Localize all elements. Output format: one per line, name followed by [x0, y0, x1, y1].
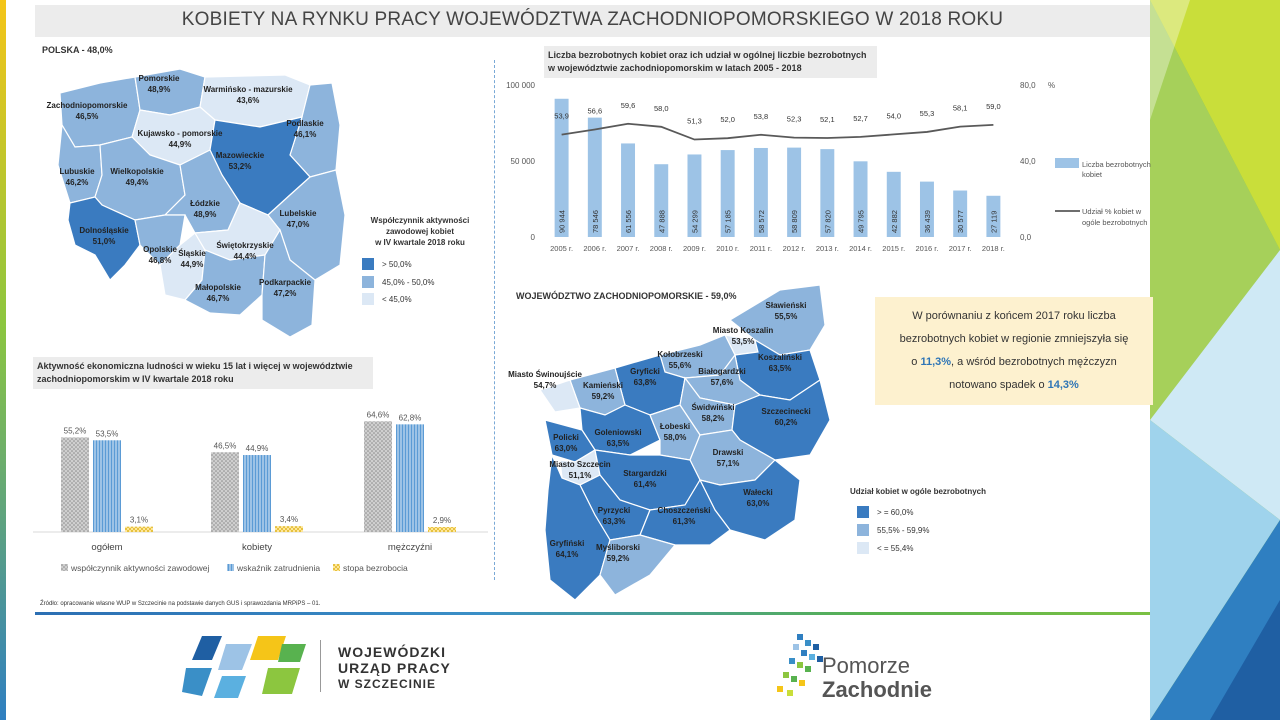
zp-legend-item — [857, 506, 913, 518]
activity-bar — [61, 437, 89, 532]
map-region-name: Zachodniopomorskie — [46, 101, 128, 110]
map-region-value: 44,9% — [180, 260, 204, 269]
map-region-value: 64,1% — [555, 550, 579, 559]
callout-highlight: 11,3% — [920, 356, 952, 368]
map-region-label — [190, 198, 220, 220]
unemployment-bar-label: 58 809 — [790, 210, 800, 233]
legend-label: ogóle bezrobotnych — [1082, 218, 1148, 227]
unemployment-bar-label: 54 299 — [690, 210, 700, 233]
activity-category-label: mężczyźni — [387, 542, 433, 553]
map-region-name: Wielkopolskie — [110, 167, 164, 176]
callout-line — [875, 374, 1153, 397]
x-axis-tick: 2017 r. — [948, 244, 972, 253]
map-region-name: Podkarpackie — [258, 278, 312, 287]
map-region-value: 60,2% — [774, 418, 798, 427]
activity-bar — [125, 527, 153, 532]
activity-chart — [33, 392, 493, 582]
map-region-name: Miasto Świnoujście — [508, 370, 582, 379]
wup-logo-line: WOJEWÓDZKI — [338, 644, 446, 660]
share-line-label: 51,3 — [687, 116, 702, 126]
activity-bar-label: 53,5% — [95, 429, 119, 439]
map-region-value: 51,1% — [568, 471, 592, 480]
map-region-value: 49,4% — [125, 178, 149, 187]
poland-legend-item — [362, 293, 412, 305]
map-region-name: Mazowieckie — [215, 151, 265, 160]
map-region-name: Pyrzycki — [597, 506, 631, 515]
share-line-label: 54,0 — [886, 111, 902, 121]
map-region-name: Kołobrzeski — [657, 350, 703, 359]
legend-swatch-dark — [857, 506, 869, 518]
x-axis-tick: 2008 r. — [649, 244, 673, 253]
map-region-label — [691, 402, 734, 424]
map-region-label — [658, 505, 711, 527]
poland-map-heading: POLSKA - 48,0% — [42, 45, 113, 55]
map-region-label — [550, 538, 585, 560]
legend-label: Udział % kobiet w — [1082, 207, 1142, 216]
x-axis-tick: 2006 r. — [583, 244, 607, 253]
map-region-label — [698, 366, 746, 388]
map-region-value: 47,0% — [286, 220, 310, 229]
map-region-name: Śląskie — [178, 249, 206, 258]
share-line-label: 53,9 — [554, 111, 569, 121]
x-axis-tick: 2015 r. — [882, 244, 906, 253]
unemployment-bar-label: 27 119 — [989, 210, 999, 233]
map-region-label — [713, 325, 773, 347]
map-region-label — [138, 128, 223, 150]
x-axis-tick: 2011 r. — [749, 244, 773, 253]
legend-label: < 45,0% — [382, 294, 412, 304]
map-region-value: 53,5% — [731, 337, 755, 346]
map-region-value: 51,0% — [92, 237, 116, 246]
map-region-label — [553, 432, 579, 454]
wup-logo-separator — [320, 640, 321, 692]
map-region-label — [79, 225, 128, 247]
callout-line: bezrobotnych kobiet w regionie zmniejszyła się — [899, 333, 1129, 345]
share-line-label: 58,0 — [653, 103, 669, 113]
unemployment-bar-label: 90 944 — [557, 210, 567, 233]
activity-bar — [243, 455, 271, 532]
share-line-label: 52,7 — [853, 113, 868, 123]
x-axis-tick: 2005 r. — [550, 244, 574, 253]
map-region-name: Białogardzki — [698, 367, 746, 376]
legend-swatch-medium — [362, 276, 374, 288]
map-region-name: Kamieński — [582, 381, 624, 390]
activity-chart-title-text: Aktywność ekonomiczna ludności w wieku 15 lat i więcej w województwie zachodniopomorskim w IV kwartale 2018 roku — [37, 361, 353, 384]
map-region-label — [508, 369, 582, 391]
activity-bar-label: 3,4% — [279, 515, 299, 525]
share-line-label: 52,1 — [820, 115, 835, 125]
map-region-name: Gryfiński — [549, 539, 585, 548]
left-axis-tick: 100 000 — [506, 81, 535, 90]
map-region-name: Kujawsko - pomorskie — [137, 129, 223, 138]
unemployment-bar-label: 47 888 — [657, 210, 667, 233]
activity-bar-label: 46,5% — [213, 441, 237, 451]
map-region-name: Choszczeński — [657, 506, 711, 515]
right-axis-tick: 40,0 — [1020, 157, 1036, 166]
wup-logo-w: W — [338, 677, 351, 691]
map-region-value: 46,5% — [75, 112, 99, 121]
map-region-label — [59, 166, 94, 188]
map-region-label — [583, 380, 623, 402]
callout-highlight: 14,3% — [1047, 379, 1079, 391]
activity-bar-label: 55,2% — [63, 426, 87, 436]
map-region-value: 63,8% — [633, 378, 657, 387]
map-region-name: Drawski — [712, 448, 744, 457]
map-region-value: 48,9% — [147, 85, 171, 94]
map-region-name: Wałecki — [743, 488, 773, 497]
unemployment-bar-label: 57 820 — [823, 210, 833, 233]
activity-bar-label: 44,9% — [245, 444, 269, 454]
decorative-left-stripe — [0, 0, 6, 720]
map-region-label — [280, 208, 317, 230]
footer-divider — [35, 612, 1150, 615]
callout-text: , a wśród bezrobotnych mężczyzn — [951, 356, 1117, 368]
callout-text: notowano spadek o — [949, 379, 1048, 391]
activity-legend-label: wskaźnik zatrudnienia — [237, 563, 321, 573]
share-line-label: 53,8 — [753, 111, 769, 121]
map-region-name: Łódzkie — [190, 199, 220, 208]
share-line-label: 59,6 — [620, 100, 636, 110]
activity-legend-label: stopa bezrobocia — [343, 563, 408, 573]
map-region-name: Opolskie — [143, 245, 177, 254]
legend-swatch-bars — [1055, 158, 1079, 168]
unemployment-bar-label: 36 439 — [922, 210, 932, 233]
callout-line: W porównaniu z końcem 2017 roku liczba — [912, 310, 1116, 322]
activity-category-label: kobiety — [241, 542, 273, 553]
x-axis-tick: 2014 r. — [849, 244, 873, 253]
map-region-value: 46,8% — [148, 256, 172, 265]
map-region-label — [47, 100, 128, 122]
activity-bar — [396, 424, 424, 532]
x-axis-tick: 2013 r. — [815, 244, 839, 253]
legend-label: > = 60,0% — [877, 507, 914, 517]
map-region-label — [660, 421, 690, 443]
map-region-value: 63,5% — [606, 439, 630, 448]
map-region-label — [139, 73, 180, 95]
map-region-name: Lubuskie — [59, 167, 95, 176]
activity-legend-swatch — [333, 564, 340, 571]
map-region-value: 46,7% — [206, 294, 230, 303]
share-line-label: 59,0 — [986, 101, 1001, 111]
map-region-value: 44,4% — [233, 252, 257, 261]
map-region-name: Warmińsko - mazurskie — [203, 85, 293, 94]
pz-logo-line: Pomorze — [822, 653, 911, 678]
zp-legend-item — [857, 542, 913, 554]
legend-swatch-dark — [362, 258, 374, 270]
share-line-label: 52,3 — [786, 114, 802, 124]
map-region-value: 46,2% — [65, 178, 89, 187]
activity-bar — [364, 421, 392, 532]
x-axis-tick: 2007 r. — [616, 244, 640, 253]
source-note: Źródło: opracowanie własne WUP w Szczecinie na podstawie danych GUS i sprawozdania MRPiPS – 01. — [40, 601, 321, 607]
x-axis-tick: 2018 r. — [981, 244, 1005, 253]
map-region-value: 57,1% — [716, 459, 740, 468]
map-region-label — [178, 248, 206, 270]
poland-legend-title-line: w IV kwartale 2018 roku — [375, 238, 465, 247]
unemployment-chart-title-text: Liczba bezrobotnych kobiet oraz ich udział w ogólnej liczbie bezrobotnych w województwie zachodniopomorskim w latach 2005 - 2018 — [548, 50, 867, 73]
map-region-label — [259, 277, 311, 299]
activity-category-label: ogółem — [91, 542, 123, 553]
map-region-name: Świdwiński — [691, 403, 735, 412]
activity-bar-label: 62,8% — [398, 413, 422, 423]
map-region-label — [758, 352, 802, 374]
x-axis-tick: 2016 r. — [915, 244, 939, 253]
legend-label: 55,5% - 59,9% — [877, 525, 930, 535]
map-region-value: 46,1% — [293, 130, 317, 139]
legend-label: < = 55,4% — [877, 543, 914, 553]
vertical-divider — [494, 60, 495, 580]
unemployment-chart — [500, 75, 1170, 260]
activity-legend-label: współczynnik aktywności zawodowej — [71, 563, 210, 573]
activity-bar — [275, 526, 303, 532]
map-region-label — [143, 244, 177, 266]
map-region-value: 63,5% — [768, 364, 792, 373]
map-region-label — [216, 240, 273, 262]
map-region-label — [657, 349, 702, 371]
unemployment-bar-label: 42 882 — [889, 210, 899, 233]
x-axis-tick: 2009 r. — [682, 244, 706, 253]
callout-text: o — [911, 356, 921, 368]
x-axis-tick: 2012 r. — [782, 244, 806, 253]
map-region-value: 63,3% — [602, 517, 626, 526]
zp-map-heading: WOJEWÓDZTWO ZACHODNIOPOMORSKIE - 59,0% — [516, 291, 737, 301]
share-line-label: 56,6 — [587, 106, 603, 116]
map-region-value: 59,2% — [606, 554, 630, 563]
activity-legend-swatch — [61, 564, 68, 571]
share-line-label: 55,3 — [919, 108, 935, 118]
share-line — [562, 124, 994, 140]
map-region-value: 55,5% — [774, 312, 798, 321]
map-region-value: 55,6% — [668, 361, 692, 370]
map-region-value: 57,6% — [710, 378, 734, 387]
map-region-name: Świętokrzyskie — [216, 241, 274, 250]
legend-swatch-light — [362, 293, 374, 305]
map-region-value: 63,0% — [746, 499, 770, 508]
map-region-name: Miasto Koszalin — [712, 326, 774, 335]
map-region-label — [549, 459, 610, 481]
legend-swatch-medium — [857, 524, 869, 536]
legend-label: > 50,0% — [382, 259, 412, 269]
map-region-value: 63,0% — [554, 444, 578, 453]
legend-label: Liczba bezrobotnych — [1082, 160, 1151, 169]
right-axis-tick: 80,0 — [1020, 81, 1036, 90]
map-region-label — [761, 406, 810, 428]
map-region-label — [596, 542, 640, 564]
map-region-label — [598, 505, 630, 527]
poland-legend-item — [362, 276, 434, 288]
legend-swatch-light — [857, 542, 869, 554]
map-region-name: Sławieński — [765, 301, 807, 310]
x-axis-tick: 2010 r. — [716, 244, 740, 253]
map-region-label — [203, 84, 292, 106]
unemployment-chart-title — [544, 46, 877, 78]
unemployment-bar-label: 57 185 — [723, 210, 733, 233]
map-region-value: 58,0% — [663, 433, 687, 442]
map-region-value: 47,2% — [273, 289, 297, 298]
map-region-label — [623, 468, 667, 490]
wup-logo-city: SZCZECINIE — [354, 677, 437, 691]
zp-legend-item — [857, 524, 929, 536]
map-region-name: Gryficki — [630, 367, 660, 376]
summary-callout — [875, 297, 1153, 405]
map-region-name: Łobeski — [659, 422, 691, 431]
map-region-value: 58,2% — [701, 414, 725, 423]
map-region-value: 54,7% — [533, 381, 557, 390]
map-region-value: 61,4% — [633, 480, 657, 489]
unemployment-bar-label: 30 577 — [956, 210, 966, 233]
map-region-label — [216, 150, 264, 172]
activity-bar-label: 2,9% — [432, 516, 452, 526]
map-region-name: Szczecinecki — [761, 407, 811, 416]
legend-label: 45,0% - 50,0% — [382, 277, 435, 287]
map-region-label — [110, 166, 163, 188]
left-axis-tick: 50 000 — [510, 157, 535, 166]
activity-bar — [93, 440, 121, 532]
activity-bar — [211, 452, 239, 532]
page-title: KOBIETY NA RYNKU PRACY WOJEWÓDZTWA ZACHODNIOPOMORSKIEGO W 2018 ROKU — [181, 9, 1004, 30]
share-line-label: 52,0 — [720, 115, 735, 125]
map-region-value: 44,9% — [168, 140, 192, 149]
map-region-value: 59,2% — [591, 392, 615, 401]
map-region-name: Podlaskie — [286, 119, 324, 128]
map-region-name: Stargardzki — [623, 469, 667, 478]
right-axis-unit: % — [1048, 81, 1056, 90]
activity-bar-label: 64,6% — [366, 410, 390, 420]
map-region-name: Koszaliński — [757, 353, 803, 362]
activity-bar — [428, 527, 456, 532]
zp-legend-title: Udział kobiet w ogóle bezrobotnych — [850, 487, 987, 496]
wup-logo-line: URZĄD PRACY — [338, 660, 451, 676]
pz-logo-line: Zachodnie — [822, 677, 933, 702]
activity-chart-title — [33, 357, 373, 389]
unemployment-bar-label: 78 546 — [590, 210, 600, 233]
map-region-name: Goleniowski — [594, 428, 642, 437]
map-region-label — [766, 300, 807, 322]
right-axis-tick: 0,0 — [1020, 233, 1032, 242]
map-region-name: Miasto Szczecin — [549, 460, 611, 469]
map-region-name: Dolnośląskie — [79, 226, 129, 235]
legend-label: kobiet — [1082, 170, 1103, 179]
map-region-value: 48,9% — [193, 210, 217, 219]
unemployment-bar-label: 49 795 — [856, 210, 866, 233]
unemployment-bar-label: 61 556 — [624, 210, 634, 233]
map-region-label — [713, 447, 744, 469]
map-region-name: Policki — [553, 433, 579, 442]
wup-logo-line — [338, 676, 451, 692]
map-region-label — [286, 118, 323, 140]
callout-line — [875, 351, 1153, 374]
activity-legend-swatch — [227, 564, 234, 571]
map-region-name: Pomorskie — [138, 74, 180, 83]
poland-legend-title-line: zawodowej kobiet — [385, 227, 454, 236]
map-region-label — [630, 366, 660, 388]
map-region-label — [743, 487, 773, 509]
map-region-name: Myśliborski — [595, 543, 641, 552]
poland-legend-title-line: Współczynnik aktywności — [370, 216, 470, 225]
map-region-value: 61,3% — [672, 517, 696, 526]
share-line-label: 58,1 — [952, 103, 968, 113]
poland-legend-item — [362, 258, 412, 270]
left-axis-tick: 0 — [530, 233, 535, 242]
map-region-name: Małopolskie — [195, 283, 241, 292]
wup-logo-text — [338, 644, 451, 692]
map-region-label — [195, 282, 241, 304]
map-region-name: Lubelskie — [279, 209, 317, 218]
poland-legend-title — [355, 215, 485, 248]
map-region-value: 53,2% — [228, 162, 252, 171]
wup-logo-icon — [182, 630, 310, 702]
map-region-label — [594, 427, 641, 449]
activity-bar-label: 3,1% — [129, 515, 149, 525]
map-region-value: 43,6% — [236, 96, 260, 105]
unemployment-bar-label: 58 572 — [756, 210, 766, 233]
pomorze-zachodnie-logo-text — [822, 654, 932, 702]
